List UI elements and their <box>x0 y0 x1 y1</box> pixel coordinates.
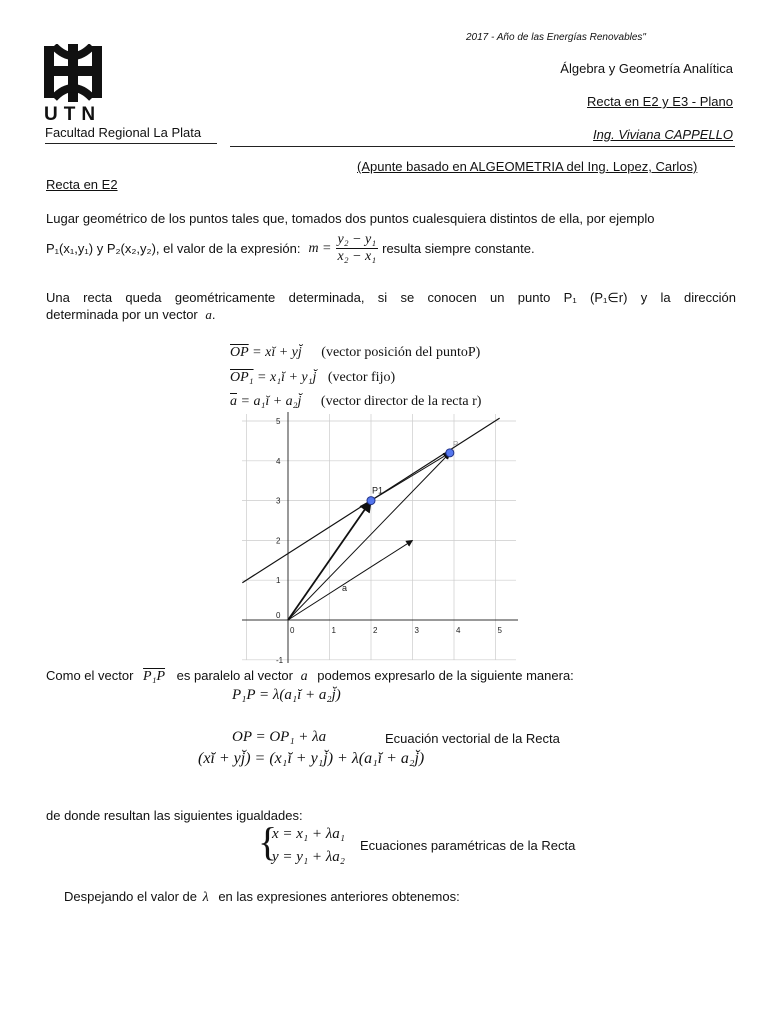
vector-op <box>288 453 450 620</box>
slope-fraction <box>336 232 379 265</box>
x-tick-label: 2 <box>373 626 378 635</box>
vector-def-op1-note: (vector fijo) <box>327 370 396 385</box>
eq-parallel: P₁P = λ(a₁ĭ + a₂j̆) <box>232 687 341 703</box>
section-title: Recta en E2 <box>46 177 118 192</box>
para5 <box>64 889 460 906</box>
para2-vector: a <box>205 307 212 322</box>
utn-logo-icon <box>44 44 102 102</box>
eq-expanded: (xĭ + yj̆) = (x₁ĭ + y₁j̆) + λ(a₁ĭ + a₂j̆) <box>198 750 425 767</box>
vector-def-a-lhs: $\overline{a}$ <box>230 394 237 409</box>
parametric-eq1: x = x₁ + λa₁ <box>272 826 345 842</box>
y-tick-label: 1 <box>276 576 281 586</box>
parametric-brace: { <box>258 819 278 864</box>
y-tick-label: 0 <box>276 611 281 620</box>
para3-mid: es paralelo al vector <box>176 668 293 683</box>
para3-vector-p1p: P₁P <box>143 669 166 684</box>
year-motto: 2017 - Año de las Energías Renovables" <box>466 32 646 43</box>
author-name: Ing. Viviana CAPPELLO <box>593 127 733 142</box>
eq-vectorial: OP = OP₁ + λa <box>232 729 327 745</box>
topic-title: Recta en E2 y E3 - Plano <box>587 94 733 109</box>
x-tick-label: 0 <box>290 626 295 635</box>
x-tick-label: 3 <box>414 626 419 635</box>
vector-def-op-note: (vector posición del puntoP) <box>321 345 481 360</box>
para2-line2: determinada por un vector a. <box>46 307 216 322</box>
y-tick-label: 2 <box>276 536 281 546</box>
parametric-label: Ecuaciones paramétricas de la Recta <box>360 838 576 853</box>
para5-pre: Despejando el valor de <box>64 889 197 904</box>
header-divider-left <box>45 143 217 144</box>
para3-post: podemos expresarlo de la siguiente manera: <box>317 668 574 683</box>
label-p1: P1 <box>372 485 384 496</box>
para2-line2-text: determinada por un vector <box>46 307 198 322</box>
para1-line2 <box>46 232 535 265</box>
para3-pre: Como el vector <box>46 668 134 683</box>
vector-def-op1 <box>230 370 395 386</box>
faculty-name: Facultad Regional La Plata <box>45 125 202 140</box>
para1-line1: Lugar geométrico de los puntos tales que, tomados dos puntos cualesquiera distintos de ella, por ejemplo <box>46 211 655 226</box>
para5-lambda: λ <box>202 890 209 905</box>
x-tick-label: 5 <box>497 626 502 635</box>
vector-def-op1-rhs: = x₁ĭ + y₁j̆ <box>257 370 317 385</box>
vector-def-a-rhs: = a₁ĭ + a₂j̆ <box>240 394 302 409</box>
logo-text: UTN <box>44 104 102 125</box>
label-p: P <box>452 439 459 449</box>
vector-def-op1-lhs: OP₁ <box>230 370 254 385</box>
y-tick-label: -1 <box>276 655 284 665</box>
para2-line1: Una recta queda geométricamente determinada, si se conocen un punto P₁ (P₁∈r) y la dirección <box>46 290 736 305</box>
label-a: a <box>341 583 347 594</box>
y-tick-label: 4 <box>276 456 281 466</box>
parametric-eq2: y = y₁ + λa₂ <box>272 849 345 865</box>
point-p1 <box>367 497 375 505</box>
vector-def-op <box>230 345 480 361</box>
y-tick-label: 3 <box>276 496 281 506</box>
para3 <box>46 668 574 685</box>
vector-def-a <box>230 394 481 410</box>
header-divider-right <box>230 146 735 147</box>
subject-title: Álgebra y Geometría Analítica <box>560 61 733 76</box>
para3-vector-a: a <box>300 669 308 684</box>
x-tick-label: 4 <box>456 626 461 635</box>
slope-numerator: y₂ − y₁ <box>337 232 377 247</box>
point-p <box>446 449 454 457</box>
vector-def-a-note: (vector director de la recta r) <box>320 394 482 409</box>
vector-graph <box>238 410 520 665</box>
vector-def-op-lhs: $\overline{OP}$ <box>230 345 249 360</box>
para1-line2-pre: P₁(x₁,y₁) y P₂(x₂,y₂), el valor de la expresión: <box>46 241 301 256</box>
slope-denominator: x₂ − x₁ <box>337 249 377 264</box>
para4: de donde resultan las siguientes igualdades: <box>46 808 303 823</box>
eq-vectorial-label: Ecuación vectorial de la Recta <box>385 731 560 746</box>
para1-line2-post: resulta siempre constante. <box>382 241 535 256</box>
vector-def-op-rhs: = xĭ + yj̆ <box>252 345 302 360</box>
x-tick-label: 1 <box>331 626 336 635</box>
slope-lhs: m = <box>308 240 332 256</box>
para5-post: en las expresiones anteriores obtenemos: <box>218 889 460 904</box>
y-tick-label: 5 <box>276 417 281 426</box>
source-note: (Apunte basado en ALGEOMETRIA del Ing. Lopez, Carlos) <box>357 159 698 174</box>
